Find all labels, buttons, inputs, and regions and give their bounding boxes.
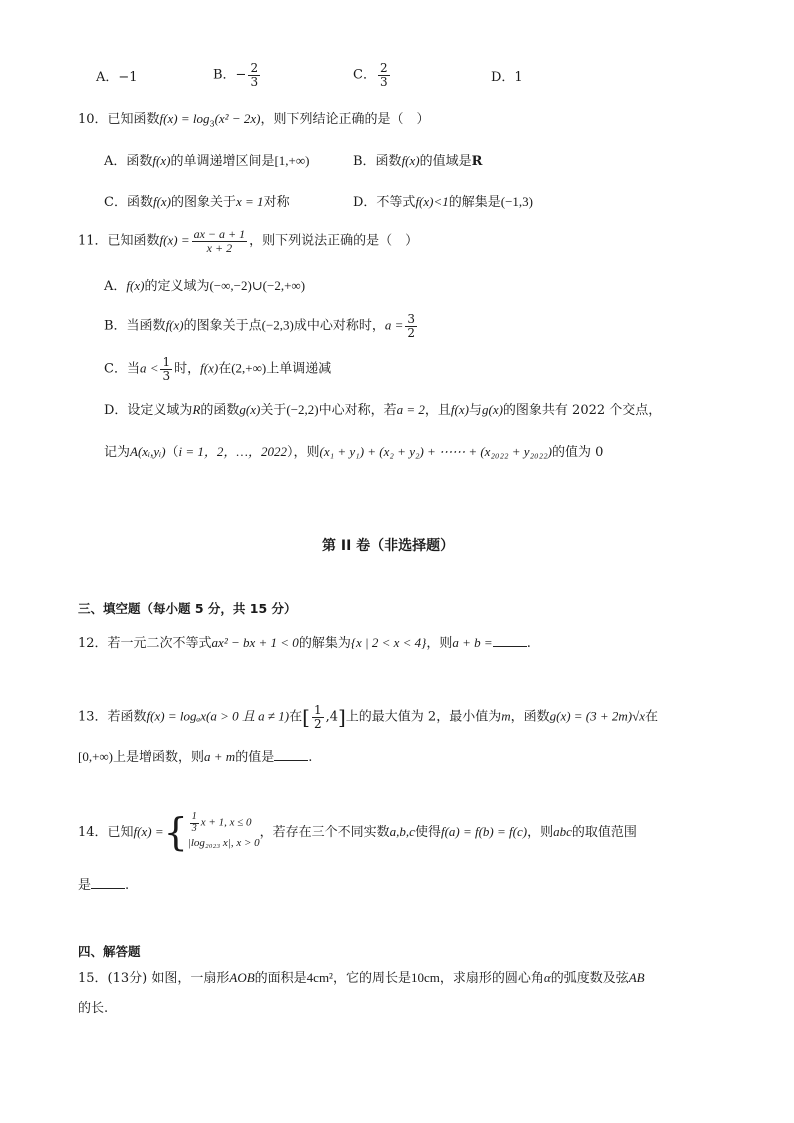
q13-line2: [0,+∞)上是增函数，则a + m的值是 . bbox=[78, 749, 313, 765]
q14-line2: 是 . bbox=[78, 878, 130, 893]
q14-line1: 14．已知f(x) ={ $\frac{1}{3}$ x + 1, x ≤ 0 |log₂₀₂₃ x|, x > 0 ，若存在三个不同实数a,b,c使得f(a) = f(b) = f(c)，则abc的取值范围 bbox=[78, 810, 637, 855]
q14-answer-blank bbox=[91, 876, 125, 889]
q11-option-b: B．当函数f(x)的图象关于点(−2,3)成中心对称时，a = $\frac{3}{2}$ bbox=[104, 312, 416, 340]
q10-option-a: A．函数f(x)的单调递增区间是[1,+∞) bbox=[104, 153, 310, 169]
q9-option-c: C． $\frac{2}{3}$ bbox=[353, 61, 388, 89]
q12: 12．若一元二次不等式ax² − bx + 1 < 0的解集为{x | 2 < x < 4}，则a + b = . bbox=[78, 635, 531, 651]
part2-title: 第 II 卷（非选择题） bbox=[322, 538, 455, 554]
q11-option-c: C．当a < $\frac{1}{3}$ 时，f(x)在(2,+∞)上单调递减 bbox=[104, 355, 332, 383]
q11-option-a: A．f(x)的定义域为(−∞,−2)∪(−2,+∞) bbox=[104, 278, 306, 294]
q10-stem: 10．已知函数$f(x) = \log_3(x^2 - 2x)$，则下列结论正确的是（ ） bbox=[78, 111, 430, 129]
q13-line1: 13．若函数f(x) = logₐx(a > 0 且 a ≠ 1)在[ $\frac{1}{2}$ ,4]上的最大值为 2，最小值为m，函数g(x) = (3 + 2m)√x在 bbox=[78, 703, 659, 731]
q10-option-b: B．函数f(x)的值域是R bbox=[353, 153, 483, 169]
piecewise-brace: { bbox=[163, 810, 188, 855]
q11-option-d-line2: 记为A(xᵢ,yᵢ)（i = 1，2，…，2022），则(x₁ + y₁) + (x₂ + y₂) + ⋯⋯ + (x₂₀₂₂ + y₂₀₂₂)的值为 0 bbox=[104, 444, 604, 460]
piecewise-cases: $\frac{1}{3}$ x + 1, x ≤ 0 |log₂₀₂₃ x|, x > 0 bbox=[187, 811, 260, 849]
q9-option-d: D．1 bbox=[491, 70, 523, 85]
q12-answer-blank bbox=[493, 634, 527, 647]
q15-line2: 的长. bbox=[78, 1001, 109, 1016]
q9-option-a: A．−1 bbox=[96, 70, 138, 85]
q11-stem: 11．已知函数f(x) = $\frac{ax - a + 1}{x + 2}$ ，则下列说法正确的是（ ） bbox=[78, 227, 419, 255]
q9-option-b: B．− $\frac{2}{3}$ bbox=[213, 61, 259, 89]
q15-line1: 15．(13分) 如图，一扇形AOB的面积是4cm²，它的周长是10cm，求扇形的圆心角α的弧度数及弦AB bbox=[78, 970, 645, 986]
q13-answer-blank bbox=[274, 748, 308, 761]
section4-title: 四、解答题 bbox=[78, 944, 141, 959]
q10-option-c: C．函数f(x)的图象关于x = 1对称 bbox=[104, 194, 290, 210]
q10-option-d: D．不等式f(x)<1的解集是(−1,3) bbox=[353, 194, 534, 210]
q11-option-d-line1: D．设定义域为R的函数g(x)关于(−2,2)中心对称，若a = 2，且f(x)与g(x)的图象共有 2022 个交点， bbox=[104, 402, 662, 418]
section3-title: 三、填空题（每小题 5 分，共 15 分） bbox=[78, 601, 297, 616]
